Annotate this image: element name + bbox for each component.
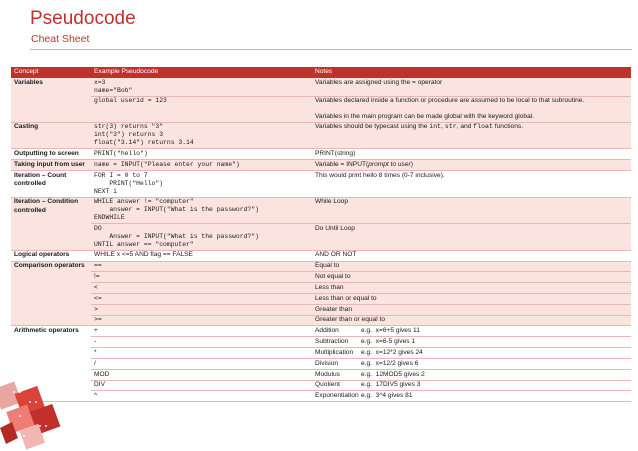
keyword: int <box>429 123 442 131</box>
concept-cell: Iteration – Condition controlled <box>11 197 91 250</box>
operator-cell: >= <box>91 315 312 326</box>
op-name: Subtraction <box>315 338 349 346</box>
eg-label: e.g. <box>361 392 372 400</box>
table-row <box>11 315 631 326</box>
page-subtitle: Cheat Sheet <box>31 33 90 45</box>
operator-cell: <= <box>91 294 312 305</box>
concept-cell: Outputting to screen <box>11 149 91 160</box>
code-cell: x=3 name="Bob" <box>91 78 312 96</box>
table-row <box>11 369 631 380</box>
op-name: Multiplication <box>315 348 354 356</box>
note-cell: AND OR NOT <box>312 250 631 261</box>
code-cell: DO Answer = INPUT("What is the password?") UNTIL answer == "computer" <box>91 224 312 251</box>
concept-cell: Casting <box>11 122 91 149</box>
decorative-squares-graphic <box>0 368 62 451</box>
code-cell: FOR I = 0 to 7 PRINT("Hello") NEXT i <box>91 170 312 197</box>
table-row <box>11 304 631 315</box>
table-row <box>11 337 631 348</box>
eg-label: e.g. <box>361 348 372 356</box>
operator-cell: != <box>91 272 312 283</box>
note-cell <box>312 160 631 171</box>
title-divider <box>30 49 632 50</box>
operator-cell: - <box>91 337 312 348</box>
note-cell: Do Until Loop <box>312 224 631 251</box>
table-header-row <box>11 67 631 78</box>
concept-cell: Comparison operators <box>11 261 91 326</box>
operator-cell: DIV <box>91 380 312 391</box>
op-example: x=6-5 gives 1 <box>375 338 416 346</box>
note-cell: Less than or equal to <box>312 294 631 305</box>
eg-label: e.g. <box>361 370 372 378</box>
note-cell <box>312 358 631 369</box>
note-cell <box>312 122 631 149</box>
eg-label: e.g. <box>361 327 372 335</box>
table-row <box>11 348 631 359</box>
table-row <box>11 391 631 402</box>
note-cell <box>312 391 631 402</box>
note-text: Variables should be typecast using the <box>315 123 430 131</box>
code-cell: WHILE x <=5 AND flag == FALSE <box>91 250 312 261</box>
operator-cell: * <box>91 348 312 359</box>
op-name: Quotient <box>315 381 340 389</box>
note-cell: While Loop <box>312 197 631 224</box>
op-name: Division <box>315 359 339 367</box>
concept-cell: Iteration – Count controlled <box>11 170 91 197</box>
concept-cell: Arithmetic operators <box>11 326 91 402</box>
note-cell <box>312 337 631 348</box>
concept-cell: Logical operators <box>11 250 91 261</box>
eg-label: e.g. <box>361 338 372 346</box>
table-row <box>11 294 631 305</box>
table-row <box>11 224 631 251</box>
note-text: , and <box>456 123 474 131</box>
operator-cell: ^ <box>91 391 312 402</box>
note-text: ) <box>410 160 413 168</box>
table-row <box>11 283 631 294</box>
note-cell: This would print hello 8 times (0-7 inclusive). <box>312 170 631 197</box>
note-cell: PRINT(string) <box>312 149 631 160</box>
table-row <box>11 78 631 96</box>
op-example: 3^4 gives 81 <box>375 392 413 400</box>
note-text: , <box>441 123 445 131</box>
code-cell: WHILE answer != "computer" answer = INPUT("What is the password?") ENDWHILE <box>91 197 312 224</box>
table-row <box>11 96 631 122</box>
header-example: Example Pseudocode <box>91 67 312 78</box>
concept-cell: Taking input from user <box>11 160 91 171</box>
operator-cell: == <box>91 261 312 272</box>
header-concept: Concept <box>11 67 91 78</box>
code-cell: PRINT("hello") <box>91 149 312 160</box>
note-text: functions. <box>492 123 524 131</box>
op-example: x=12*2 gives 24 <box>375 348 423 356</box>
note-cell <box>312 369 631 380</box>
op-example: x=6+5 gives 11 <box>375 327 420 335</box>
op-example: x=12/2 gives 6 <box>375 359 419 367</box>
table-row <box>11 160 631 171</box>
note-cell: Variables are assigned using the = operator <box>312 78 631 96</box>
page-title: Pseudocode <box>30 8 136 29</box>
note-cell <box>312 96 631 122</box>
table-row <box>11 261 631 272</box>
eg-label: e.g. <box>361 359 372 367</box>
op-example: 17DIV5 gives 3 <box>375 381 421 389</box>
code-cell: str(3) returns "3" int("3") returns 3 float("3.14") returns 3.14 <box>91 122 312 149</box>
operator-cell: > <box>91 304 312 315</box>
table-row <box>11 250 631 261</box>
note-cell: Less than <box>312 283 631 294</box>
eg-label: e.g. <box>361 381 372 389</box>
keyword: float <box>473 123 493 131</box>
keyword: str <box>444 123 457 131</box>
table-row <box>11 170 631 197</box>
note-cell <box>312 380 631 391</box>
op-name: Addition <box>315 327 339 335</box>
note-cell <box>312 326 631 337</box>
note-text: Variable = INPUT( <box>315 160 369 168</box>
operator-cell: MOD <box>91 369 312 380</box>
cheat-sheet-table <box>11 67 631 402</box>
table-row <box>11 272 631 283</box>
note-cell: Greater than <box>312 304 631 315</box>
note-cell: Not equal to <box>312 272 631 283</box>
operator-cell: < <box>91 283 312 294</box>
note-cell: Equal to <box>312 261 631 272</box>
note-line: Variables declared inside a function or procedure are assumed to be local to that subroutine. <box>315 97 585 105</box>
note-cell <box>312 348 631 359</box>
operator-cell: / <box>91 358 312 369</box>
note-italic: prompt to user <box>368 160 411 168</box>
note-cell: Greater than or equal to <box>312 315 631 326</box>
table-row <box>11 149 631 160</box>
table-row <box>11 197 631 224</box>
concept-cell: Variables <box>11 78 91 122</box>
table-row <box>11 122 631 149</box>
code-cell: global userid = 123 <box>91 96 312 122</box>
op-name: Exponentiation <box>315 392 359 400</box>
code-cell: name = INPUT("Please enter your name") <box>91 160 312 171</box>
note-line: Variables in the main program can be made global with the keyword global. <box>315 112 535 120</box>
table-row <box>11 326 631 337</box>
table-row <box>11 380 631 391</box>
header-notes: Notes <box>312 67 631 78</box>
operator-cell: + <box>91 326 312 337</box>
op-name: Modulus <box>315 370 340 378</box>
op-example: 12MOD5 gives 2 <box>375 370 425 378</box>
table-row <box>11 358 631 369</box>
